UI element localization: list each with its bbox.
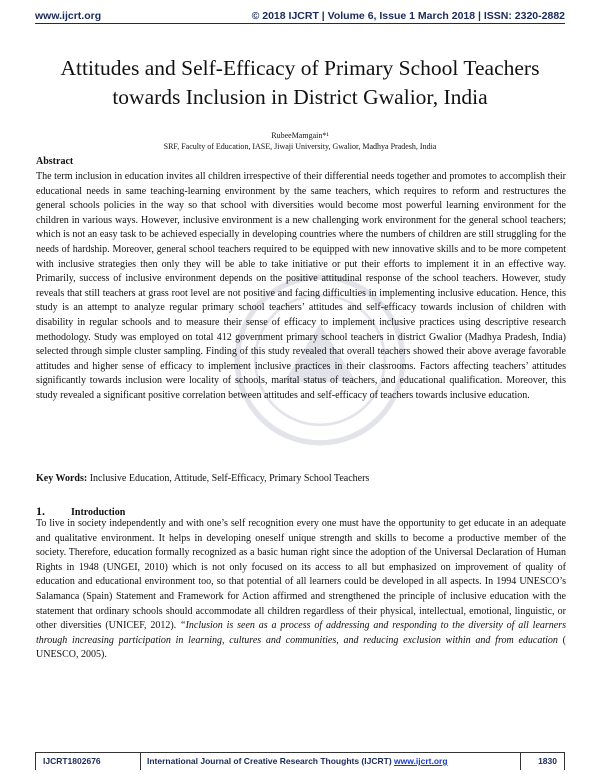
introduction-body xyxy=(36,517,566,663)
intro-text: To live in society independently and with one’s self recognition every one must have the opportunity to get educate in an adequate and qualitative environment. It helps in developing oneself unique strength and skills to become a productive member of the society. Therefore, education formally recognized as a basic human right since the adoption of the Universal Declaration of Human Rights in 1948 (UNGEI, 2010) which is not only focused on its access to all but emphasized on improvement of quality of education and educational environment too, so that potential of all learners could be developed in all aspects. In 1994 UNESCO’s Salamanca (Spain) Statement and Framework for Action affirmed and strengthened the principle of inclusive education with the statement that ordinary schools should accommodate all children regardless of their physical, intellectual, emotional, linguistic, or other diversities (UNICEF, 2012). xyxy=(36,518,566,632)
title-line-1: Attitudes and Self-Efficacy of Primary School Teachers xyxy=(60,56,540,80)
header-divider xyxy=(35,23,565,24)
author-affiliation: SRF, Faculty of Education, IASE, Jiwaji University, Gwalior, Madhya Pradesh, India xyxy=(163,142,437,151)
header-issue-info: © 2018 IJCRT | Volume 6, Issue 1 March 2018 | ISSN: 2320-2882 xyxy=(251,10,565,22)
title-line-2: towards Inclusion in District Gwalior, India xyxy=(112,85,488,109)
footer-journal-name: International Journal of Creative Research Thoughts (IJCRT) xyxy=(147,756,395,766)
author-name: RubeeMamgain*¹ xyxy=(271,131,329,140)
footer-journal xyxy=(147,756,448,766)
section-title: Introduction xyxy=(71,507,126,518)
keywords-list: Inclusive Education, Attitude, Self-Efficacy, Primary School Teachers xyxy=(87,473,370,484)
footer-journal-link[interactable]: www.ijcrt.org xyxy=(394,756,448,766)
footer-paper-id: IJCRT1802676 xyxy=(43,756,101,766)
page-header xyxy=(35,6,565,24)
intro-citation: ( UNESCO, 2005). xyxy=(36,634,566,661)
keywords xyxy=(36,473,566,484)
intro-quote: “Inclusion is seen as a process of addressing and responding to the diversity of all learners through increasing participation in learning, cultures and communities, and reducing exclusion within and from education xyxy=(36,620,567,646)
keywords-label: Key Words: xyxy=(36,473,88,484)
page-footer xyxy=(35,756,565,770)
paper-title xyxy=(30,54,570,112)
footer-divider xyxy=(35,752,565,753)
abstract-heading: Abstract xyxy=(36,156,74,167)
footer-page-number: 1830 xyxy=(538,756,557,766)
section-number: 1. xyxy=(36,504,45,518)
header-site-link[interactable]: www.ijcrt.org xyxy=(35,10,102,22)
abstract-body: The term inclusion in education invites all children irrespective of their differential needs together and promotes to accomplish their educational needs in same teaching-learning environment by the same teachers, which requires to reform and restructures the general schools policies in the way so that school with diversities would become most powerful learning environment for the children in various ways. However, inclusive environment is a new challenging work environment for the general school teachers; which is not an easy task to be achieved especially in developing countries where the numbers of children are still struggling for the needs of hardship. Moreover, general school teachers required to be equipped with new innovative skills and to be more competent with inclusive strategies then only they will be able to take initiative or put their efforts to implement it in an effective way. Primarily, success of inclusive environment depends on the positive attitudinal response of the school teachers. However, study reveals that still teachers at grass root level are not positive and facing difficulties in implementing inclusive education. Hence, this study is an attempt to analyze regular primary school teachers’ attitudes and self-efficacy towards inclusion of children with disability in regular schools and to measure their sense of efficacy to implement inclusive practices using descriptive research methodology. Study was employed on total 412 government primary school teachers in district Gwalior (Madhya Pradesh, India) selected through simple cluster sampling. Finding of this study revealed that overall teachers showed their above average favorable attitudes and higher sense of efficacy to implement inclusive practices in their classrooms. Factors affecting teachers’ attitudes significantly towards inclusion were locality of schools, marital status of teachers, and educational qualification. Moreover, this study revealed a significant positive correlation between attitudes and self-efficacy of teachers towards inclusive education. xyxy=(36,171,566,401)
